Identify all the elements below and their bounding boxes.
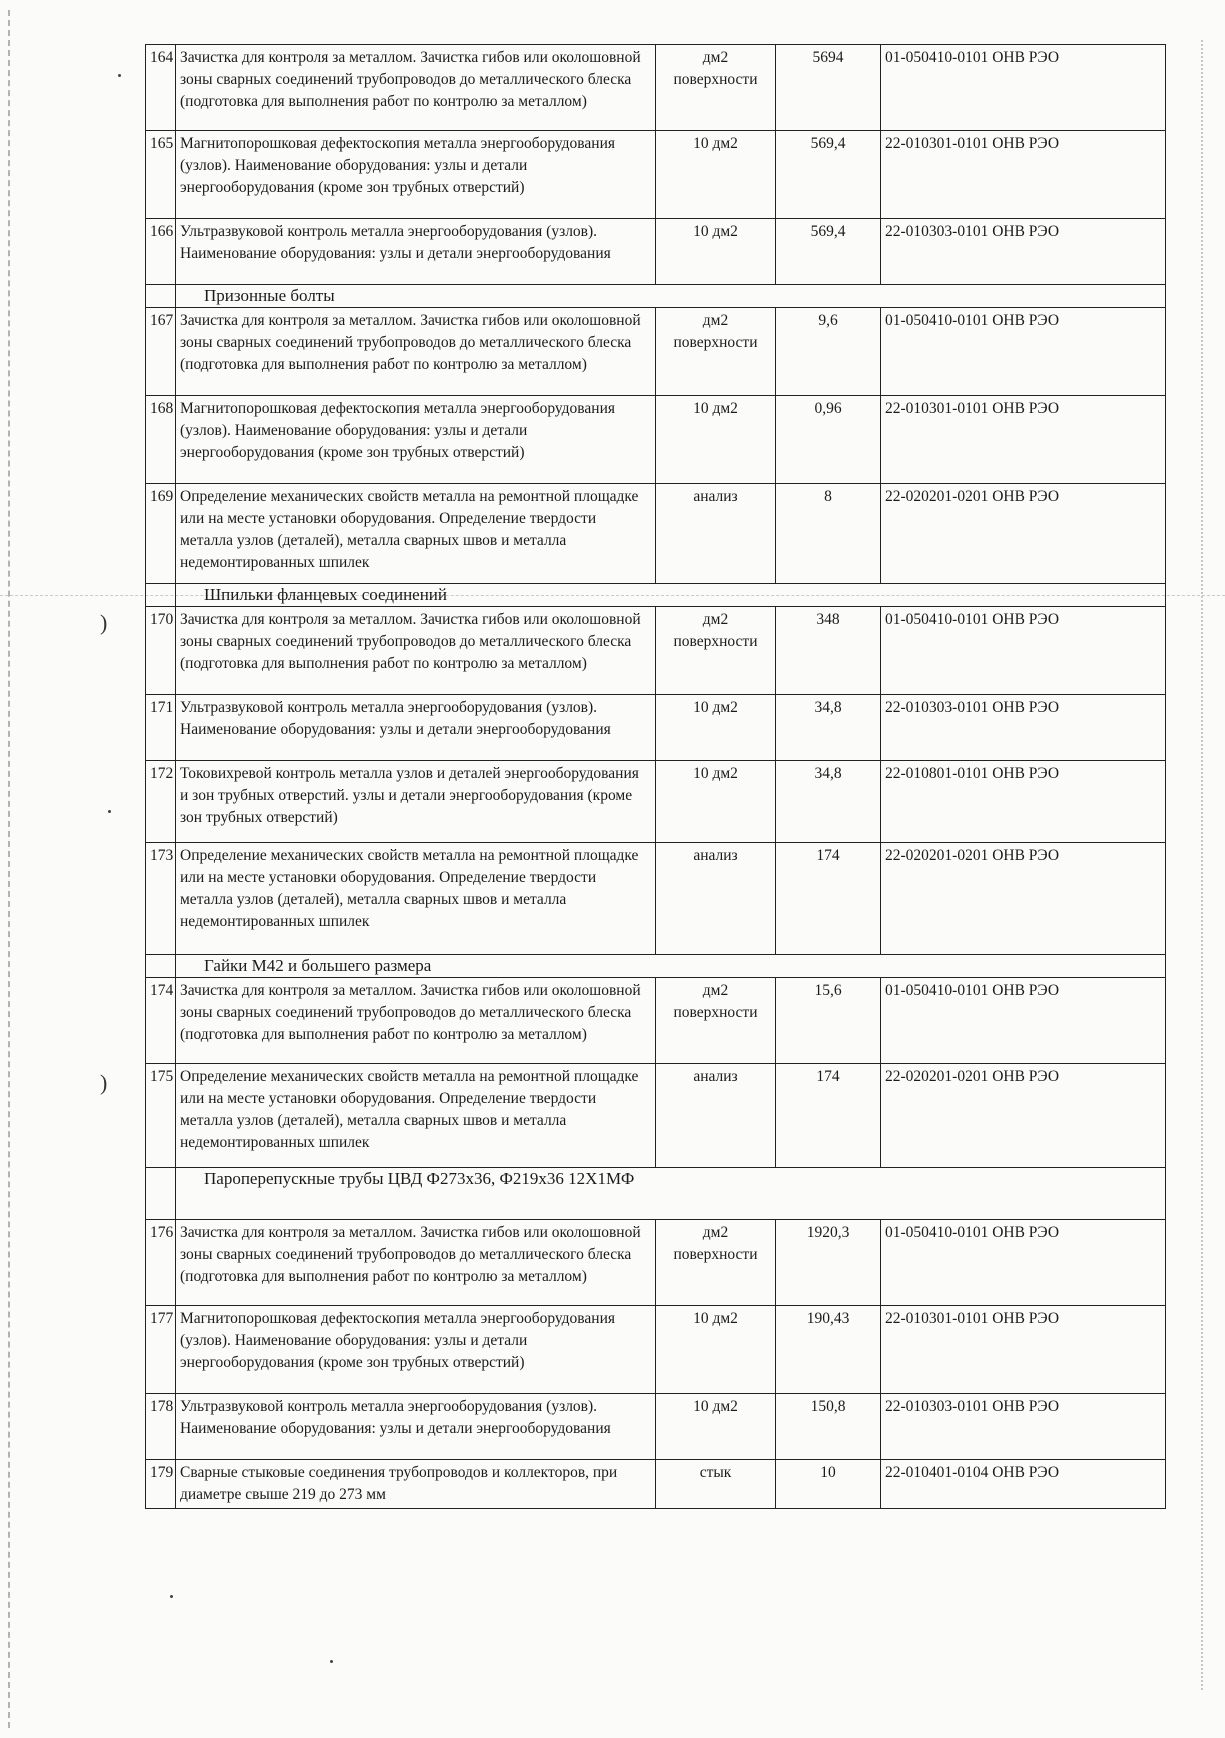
row-number: 169 (146, 484, 176, 584)
work-description: Зачистка для контроля за металлом. Зачистка гибов или околошовной зоны сварных соединений трубопроводов до металлического блеска (подготовка для выполнения работ по контролю за металлом) (176, 978, 656, 1064)
unit-of-measure: 10 дм2 (656, 1394, 776, 1460)
quantity: 15,6 (776, 978, 881, 1064)
unit-of-measure: дм2 поверхности (656, 607, 776, 695)
table-row (146, 1064, 1166, 1168)
works-table (145, 44, 1166, 1509)
quantity: 0,96 (776, 396, 881, 484)
quantity: 569,4 (776, 219, 881, 285)
unit-of-measure: дм2 поверхности (656, 45, 776, 131)
table-row (146, 1220, 1166, 1306)
table-row (146, 131, 1166, 219)
work-description: Магнитопорошковая дефектоскопия металла энергооборудования (узлов). Наименование оборудования: узлы и детали энергооборудования (кроме зон трубных отверстий) (176, 131, 656, 219)
work-description: Сварные стыковые соединения трубопроводов и коллекторов, при диаметре свыше 219 до 273 мм (176, 1460, 656, 1509)
section-row (146, 285, 1166, 308)
work-description: Определение механических свойств металла на ремонтной площадке или на месте установки оборудования. Определение твердости металла узлов (деталей), металла сварных швов и металла недемонтированных шпилек (176, 484, 656, 584)
row-number: 172 (146, 761, 176, 843)
unit-of-measure: 10 дм2 (656, 396, 776, 484)
table-row (146, 396, 1166, 484)
table-row (146, 1460, 1166, 1509)
section-row (146, 955, 1166, 978)
table-row (146, 761, 1166, 843)
row-number: 175 (146, 1064, 176, 1168)
table-row (146, 607, 1166, 695)
work-description: Ультразвуковой контроль металла энергооборудования (узлов). Наименование оборудования: узлы и детали энергооборудования (176, 695, 656, 761)
margin-bracket-mark: ) (100, 1070, 108, 1095)
quantity: 9,6 (776, 308, 881, 396)
norm-code: 22-010301-0101 ОНВ РЭО (881, 131, 1166, 219)
unit-of-measure: анализ (656, 843, 776, 955)
row-number: 167 (146, 308, 176, 396)
work-description: Ультразвуковой контроль металла энергооборудования (узлов). Наименование оборудования: узлы и детали энергооборудования (176, 219, 656, 285)
work-description: Магнитопорошковая дефектоскопия металла энергооборудования (узлов). Наименование оборудования: узлы и детали энергооборудования (кроме зон трубных отверстий) (176, 1306, 656, 1394)
table-row (146, 695, 1166, 761)
norm-code: 01-050410-0101 ОНВ РЭО (881, 45, 1166, 131)
norm-code: 22-020201-0201 ОНВ РЭО (881, 1064, 1166, 1168)
row-number: 179 (146, 1460, 176, 1509)
norm-code: 01-050410-0101 ОНВ РЭО (881, 978, 1166, 1064)
row-number: 177 (146, 1306, 176, 1394)
work-description: Токовихревой контроль металла узлов и деталей энергооборудования и зон трубных отверстий. узлы и детали энергооборудования (кроме зон трубных отверстий) (176, 761, 656, 843)
quantity: 34,8 (776, 761, 881, 843)
quantity: 174 (776, 1064, 881, 1168)
margin-bracket-mark: ) (100, 610, 108, 635)
row-number: 170 (146, 607, 176, 695)
quantity: 569,4 (776, 131, 881, 219)
norm-code: 22-010303-0101 ОНВ РЭО (881, 219, 1166, 285)
unit-of-measure: анализ (656, 484, 776, 584)
table-row (146, 1306, 1166, 1394)
section-title: Пароперепускные трубы ЦВД Ф273х36, Ф219х36 12Х1МФ (176, 1168, 1166, 1220)
norm-code: 22-020201-0201 ОНВ РЭО (881, 843, 1166, 955)
unit-of-measure: 10 дм2 (656, 761, 776, 843)
table-row (146, 308, 1166, 396)
norm-code: 01-050410-0101 ОНВ РЭО (881, 1220, 1166, 1306)
unit-of-measure: стык (656, 1460, 776, 1509)
scan-speck (118, 74, 121, 77)
work-description: Определение механических свойств металла на ремонтной площадке или на месте установки оборудования. Определение твердости металла узлов (деталей), металла сварных швов и металла недемонтированных шпилек (176, 843, 656, 955)
norm-code: 22-020201-0201 ОНВ РЭО (881, 484, 1166, 584)
unit-of-measure: дм2 поверхности (656, 978, 776, 1064)
work-description: Ультразвуковой контроль металла энергооборудования (узлов). Наименование оборудования: узлы и детали энергооборудования (176, 1394, 656, 1460)
unit-of-measure: 10 дм2 (656, 1306, 776, 1394)
norm-code: 22-010301-0101 ОНВ РЭО (881, 396, 1166, 484)
unit-of-measure: 10 дм2 (656, 219, 776, 285)
row-number: 176 (146, 1220, 176, 1306)
row-number: 174 (146, 978, 176, 1064)
quantity: 8 (776, 484, 881, 584)
quantity: 10 (776, 1460, 881, 1509)
table-row (146, 843, 1166, 955)
quantity: 150,8 (776, 1394, 881, 1460)
section-title: Гайки М42 и большего размера (176, 955, 1166, 978)
row-number: 173 (146, 843, 176, 955)
quantity: 174 (776, 843, 881, 955)
scan-edge-right (1201, 40, 1205, 1690)
unit-of-measure: 10 дм2 (656, 131, 776, 219)
quantity: 34,8 (776, 695, 881, 761)
work-description: Зачистка для контроля за металлом. Зачистка гибов или околошовной зоны сварных соединений трубопроводов до металлического блеска (подготовка для выполнения работ по контролю за металлом) (176, 45, 656, 131)
row-number: 165 (146, 131, 176, 219)
norm-code: 01-050410-0101 ОНВ РЭО (881, 607, 1166, 695)
quantity: 348 (776, 607, 881, 695)
work-description: Зачистка для контроля за металлом. Зачистка гибов или околошовной зоны сварных соединений трубопроводов до металлического блеска (подготовка для выполнения работ по контролю за металлом) (176, 308, 656, 396)
row-number: 178 (146, 1394, 176, 1460)
unit-of-measure: дм2 поверхности (656, 1220, 776, 1306)
table-row (146, 219, 1166, 285)
scan-edge-left (8, 10, 13, 1728)
work-description: Определение механических свойств металла на ремонтной площадке или на месте установки оборудования. Определение твердости металла узлов (деталей), металла сварных швов и металла недемонтированных шпилек (176, 1064, 656, 1168)
unit-of-measure: 10 дм2 (656, 695, 776, 761)
section-title: Призонные болты (176, 285, 1166, 308)
norm-code: 22-010303-0101 ОНВ РЭО (881, 1394, 1166, 1460)
work-description: Зачистка для контроля за металлом. Зачистка гибов или околошовной зоны сварных соединений трубопроводов до металлического блеска (подготовка для выполнения работ по контролю за металлом) (176, 607, 656, 695)
row-number: 164 (146, 45, 176, 131)
unit-of-measure: дм2 поверхности (656, 308, 776, 396)
table-row (146, 1394, 1166, 1460)
unit-of-measure: анализ (656, 1064, 776, 1168)
row-number: 166 (146, 219, 176, 285)
row-number: 171 (146, 695, 176, 761)
row-number: 168 (146, 396, 176, 484)
scan-speck (108, 810, 111, 813)
section-title: Шпильки фланцевых соединений (176, 584, 1166, 607)
norm-code: 22-010301-0101 ОНВ РЭО (881, 1306, 1166, 1394)
scan-speck (170, 1595, 173, 1598)
section-row (146, 584, 1166, 607)
table-row (146, 45, 1166, 131)
table-row (146, 978, 1166, 1064)
norm-code: 22-010303-0101 ОНВ РЭО (881, 695, 1166, 761)
norm-code: 22-010801-0101 ОНВ РЭО (881, 761, 1166, 843)
section-row (146, 1168, 1166, 1220)
quantity: 1920,3 (776, 1220, 881, 1306)
quantity: 190,43 (776, 1306, 881, 1394)
table-row (146, 484, 1166, 584)
norm-code: 01-050410-0101 ОНВ РЭО (881, 308, 1166, 396)
norm-code: 22-010401-0104 ОНВ РЭО (881, 1460, 1166, 1509)
quantity: 5694 (776, 45, 881, 131)
scan-speck (330, 1660, 333, 1663)
work-description: Магнитопорошковая дефектоскопия металла энергооборудования (узлов). Наименование оборудования: узлы и детали энергооборудования (кроме зон трубных отверстий) (176, 396, 656, 484)
work-description: Зачистка для контроля за металлом. Зачистка гибов или околошовной зоны сварных соединений трубопроводов до металлического блеска (подготовка для выполнения работ по контролю за металлом) (176, 1220, 656, 1306)
